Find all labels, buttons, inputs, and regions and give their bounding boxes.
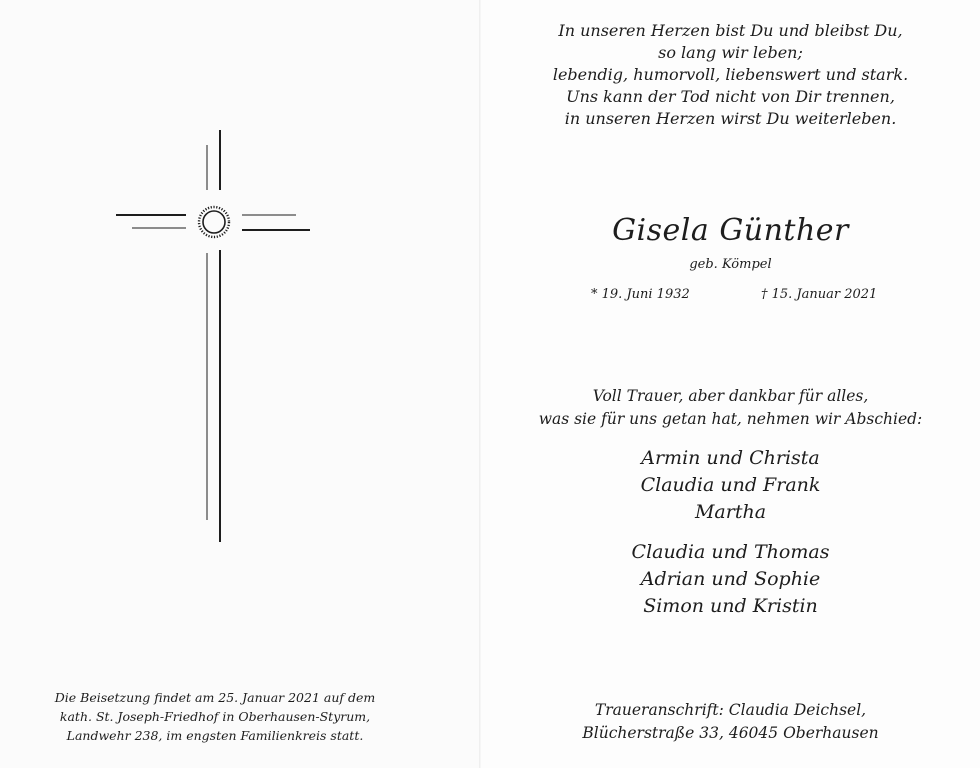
right-page [481,0,980,768]
burial-notice [0,688,430,745]
family-member: Martha [694,501,767,523]
intro-line: was sie für uns getan hat, nehmen wir Abschied: [538,410,923,428]
family-member: Simon und Kristin [643,595,818,617]
burial-line: Landwehr 238, im engsten Familienkreis statt. [66,728,364,743]
family-member: Armin und Christa [641,447,820,469]
family-member: Claudia und Frank [640,474,821,496]
burial-line: kath. St. Joseph-Friedhof in Oberhausen-Styrum, [59,709,371,724]
intro-line: Voll Trauer, aber dankbar für alles, [592,387,869,405]
cross-with-sun-icon [110,125,320,550]
birth-date: * 19. Juni 1932 [591,287,690,302]
left-page [0,0,480,768]
burial-line: Die Beisetzung findet am 25. Januar 2021 auf dem [54,690,376,705]
poem [481,20,980,130]
poem-line: Uns kann der Tod nicht von Dir trennen, [566,87,895,106]
maiden-name: geb. Kömpel [689,257,772,272]
death-date: † 15. Januar 2021 [761,287,878,302]
family-group-1 [481,445,980,526]
poem-line: lebendig, humorvoll, liebenswert und stark. [552,65,909,84]
poem-line: so lang wir leben; [658,43,803,62]
family-member: Claudia und Thomas [631,541,830,563]
address-line: Blücherstraße 33, 46045 Oberhausen [582,724,879,742]
address-line: Traueranschrift: Claudia Deichsel, [594,701,867,719]
deceased-name: Gisela Günther [612,213,849,248]
poem-line: in unseren Herzen wirst Du weiterleben. [564,109,897,128]
family-member: Adrian und Sophie [640,568,821,590]
family-group-2 [481,539,980,620]
mourning-address [481,699,980,745]
farewell-intro [481,385,980,431]
poem-line: In unseren Herzen bist Du und bleibst Du, [558,21,903,40]
